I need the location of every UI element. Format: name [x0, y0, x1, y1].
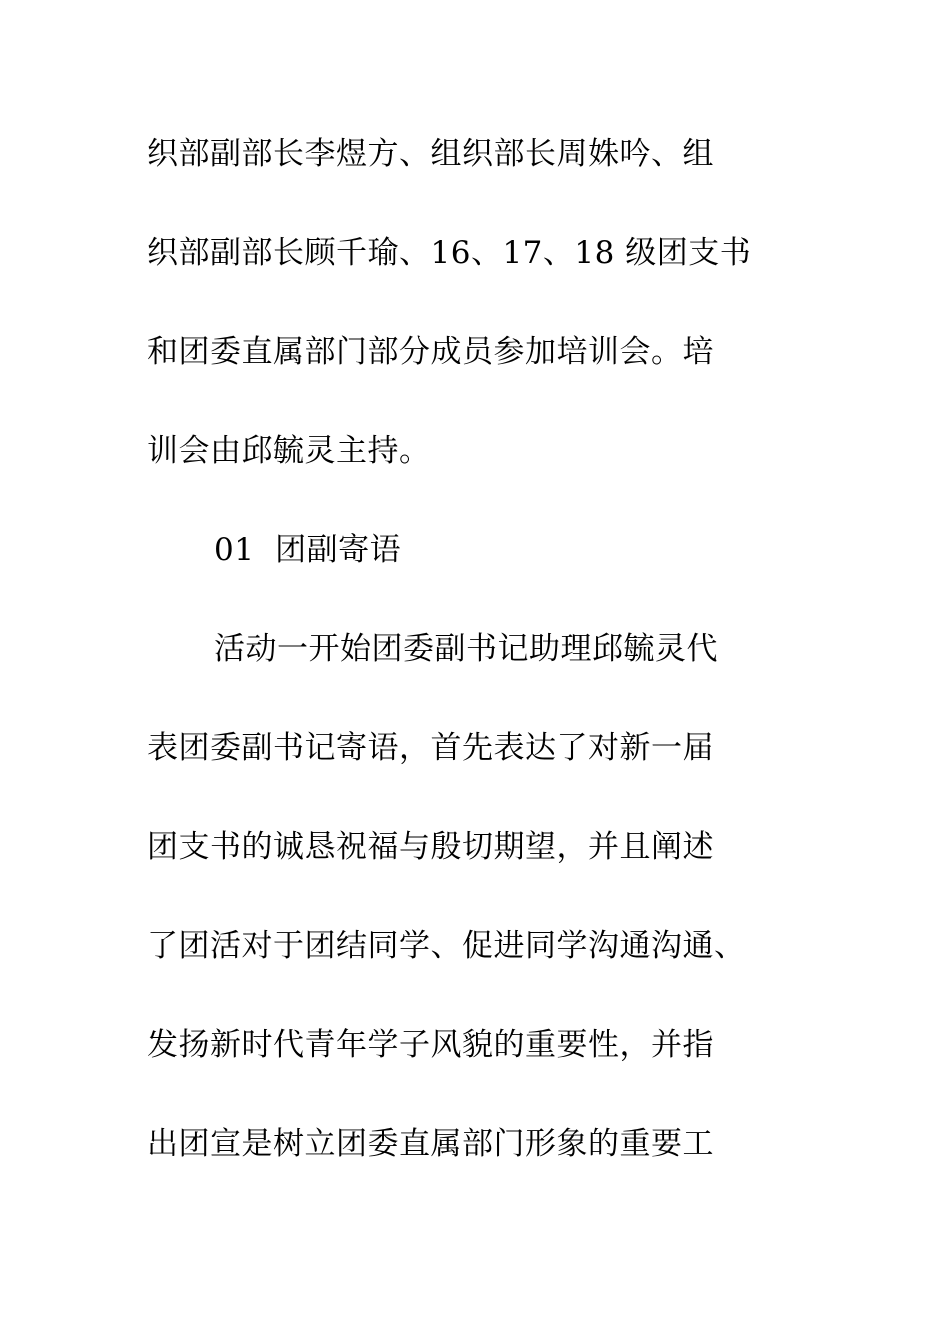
paragraph-line: 训会由邱毓灵主持。 [147, 433, 431, 469]
paragraph-line: 发扬新时代青年学子风貌的重要性，并指 [147, 1027, 714, 1063]
paragraph-line: 和团委直属部门部分成员参加培训会。培 [147, 334, 714, 370]
paragraph-line: 团支书的诚恳祝福与殷切期望，并且阐述 [147, 829, 714, 865]
paragraph-line: 织部副部长李煜方、组织部长周姝吟、组 [147, 136, 714, 172]
paragraph-line: 出团宣是树立团委直属部门形象的重要工 [147, 1126, 714, 1162]
paragraph-line: 了团活对于团结同学、促进同学沟通沟通、 [147, 928, 746, 964]
section-heading: 01 团副寄语 [214, 532, 402, 568]
paragraph-line: 织部副部长顾千瑜、16、17、18 级团支书 [147, 235, 752, 271]
paragraph-line: 活动一开始团委副书记助理邱毓灵代 [214, 631, 718, 667]
paragraph-line: 表团委副书记寄语，首先表达了对新一届 [147, 730, 714, 766]
